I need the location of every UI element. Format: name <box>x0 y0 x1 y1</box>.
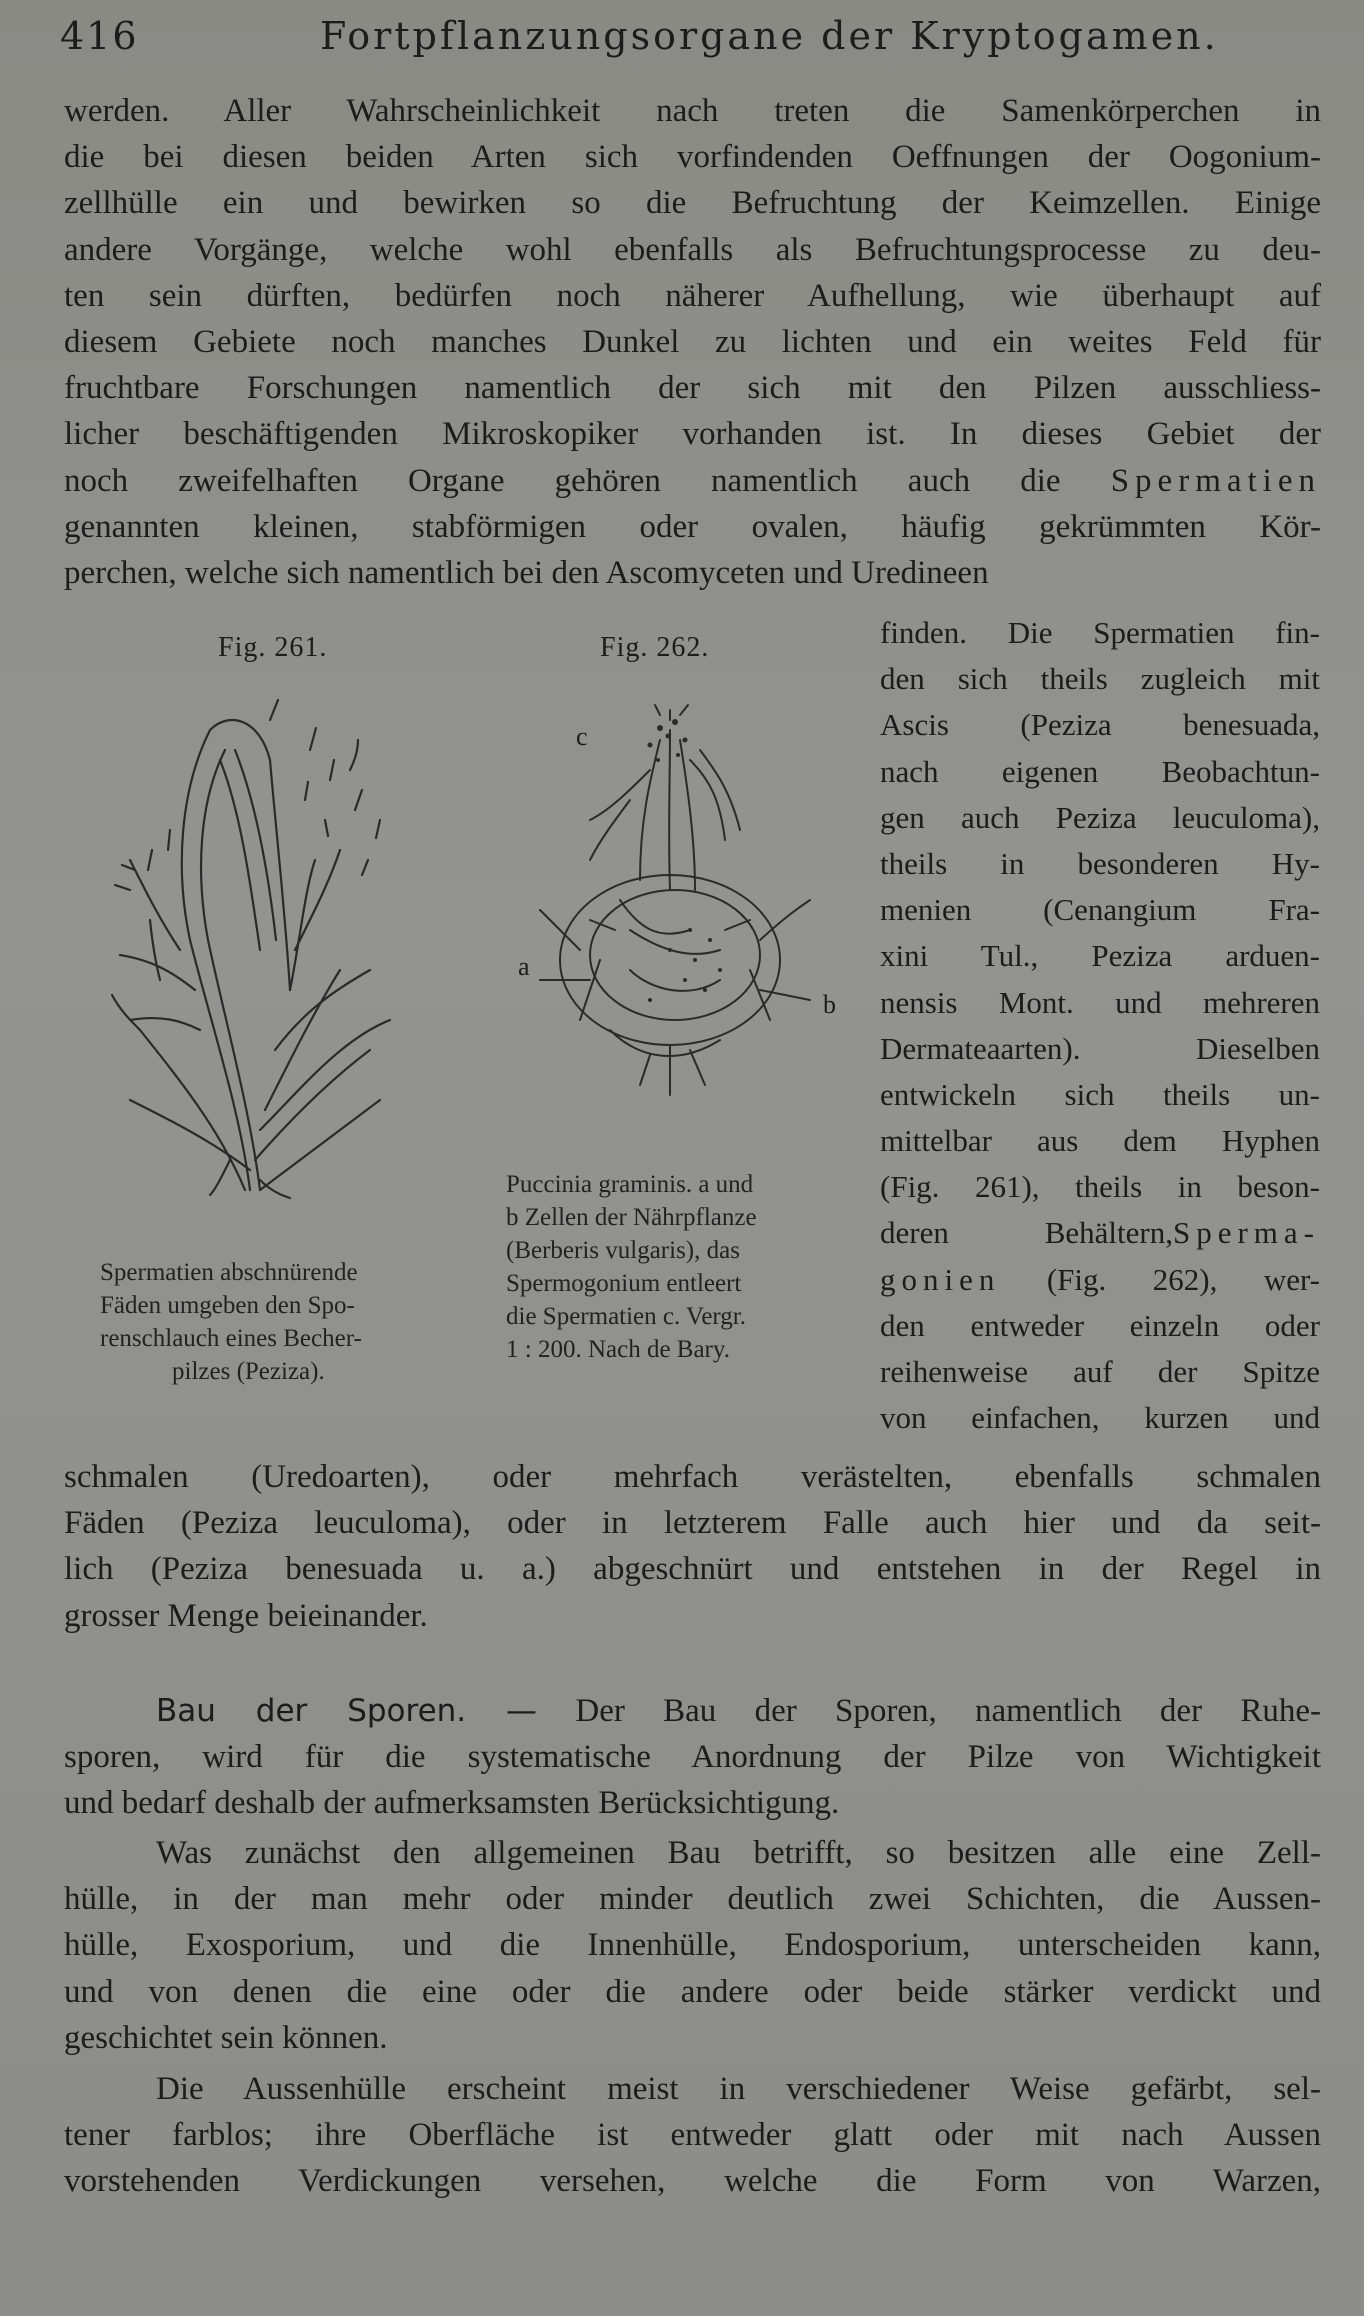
text-line: reihenweise auf der Spitze <box>880 1354 1320 1389</box>
page-number: 416 <box>60 14 139 58</box>
text-line: sporen, wird für die systematische Anordnung der Pilze von Wichtigkeit <box>64 1739 1321 1776</box>
text-line <box>64 458 1321 504</box>
text-line: tener farblos; ihre Oberfläche ist entweder glatt oder mit nach Aussen <box>64 2117 1321 2154</box>
text-line: fruchtbare Forschungen namentlich der sich mit den Pilzen ausschliess- <box>64 370 1321 407</box>
text-line: Was zunächst den allgemeinen Bau betrifft, so besitzen alle eine Zell- <box>156 1835 1321 1871</box>
figure-262-caption <box>506 1168 846 1366</box>
text-line: genannten kleinen, stabförmigen oder ovalen, häufig gekrümmten Kör- <box>64 508 1321 545</box>
text-line: perchen, welche sich namentlich bei den Ascomyceten und Uredineen <box>64 554 989 591</box>
text-line: von einfachen, kurzen und <box>880 1400 1320 1436</box>
text-line: Die Aussenhülle erscheint meist in verschiedener Weise gefärbt, sel- <box>156 2071 1321 2107</box>
caption-line: die Spermatien c. Vergr. <box>506 1303 746 1330</box>
text-line: Dermateaarten). Dieselben <box>880 1030 1320 1066</box>
text-line: grosser Menge beieinander. <box>64 1597 428 1634</box>
emphasis-spermagonien-1: Sperma- <box>1172 1215 1320 1251</box>
text-line: den sich theils zugleich mit <box>880 661 1320 697</box>
text-line: Ascis (Peziza benesuada, <box>880 707 1320 743</box>
text-line: werden. Aller Wahrscheinlichkeit nach treten die Samenkörperchen in <box>64 93 1321 129</box>
figure-261-caption <box>100 1256 480 1388</box>
paragraph-top <box>64 88 1321 596</box>
text-line: nensis Mont. und mehreren <box>880 984 1320 1020</box>
text-line: theils in besonderen Hy- <box>880 845 1320 881</box>
text-line: den entweder einzeln oder <box>880 1307 1320 1343</box>
text-line: hülle, in der man mehr oder minder deutlich zwei Schichten, die Aussen- <box>64 1881 1321 1918</box>
caption-line: pilzes (Peziza). <box>172 1358 325 1385</box>
emphasis-spermagonien-2: gonien <box>880 1261 1001 1297</box>
text-line <box>880 1257 1320 1303</box>
text-line: xini Tul., Peziza arduen- <box>880 938 1320 974</box>
caption-line: renschlauch eines Becher- <box>100 1325 362 1352</box>
text-line: und von denen die eine oder die andere oder beide stärker verdickt und <box>64 1973 1321 2010</box>
text-line: entwickeln sich theils un- <box>880 1076 1320 1112</box>
text-line: menien (Cenangium Fra- <box>880 892 1320 928</box>
figure-261-label: Fig. 261. <box>218 632 328 663</box>
text-line: hülle, Exosporium, und die Innenhülle, Endosporium, unterscheiden kann, <box>64 1927 1321 1964</box>
figure-262-label: Fig. 262. <box>600 632 710 663</box>
caption-line: Puccinia graminis. a und <box>506 1171 754 1198</box>
text-line <box>64 1688 1321 1734</box>
text-fragment: noch zweifelhaften Organe gehören namentlich auch die <box>64 462 1061 499</box>
text-fragment: Der Bau der Sporen, namentlich der Ruhe- <box>575 1693 1321 1729</box>
caption-line: Fäden umgeben den Spo- <box>100 1292 355 1319</box>
text-line: nach eigenen Beobachtun- <box>880 753 1320 789</box>
text-line: mittelbar aus dem Hyphen <box>880 1123 1320 1159</box>
text-line: schmalen (Uredoarten), oder mehrfach verästelten, ebenfalls schmalen <box>64 1459 1321 1495</box>
page-header <box>60 14 1310 64</box>
text-line: andere Vorgänge, welche wohl ebenfalls als Befruchtungsprocesse zu deu- <box>64 231 1321 268</box>
text-fragment: (Fig. 262), wer- <box>1046 1261 1320 1297</box>
section-heading: Bau der Sporen. — <box>156 1693 538 1729</box>
paragraph-allgemeiner-bau <box>64 1830 1321 2061</box>
caption-line: Spermatien abschnürende <box>100 1259 358 1286</box>
paragraph-right-column <box>880 610 1320 1441</box>
figure-262-label-b: b <box>823 990 837 1019</box>
text-line: licher beschäftigenden Mikroskopiker vorhanden ist. In dieses Gebiet der <box>64 416 1321 453</box>
text-line: (Fig. 261), theils in beson- <box>880 1169 1320 1205</box>
paragraph-bau-der-sporen <box>64 1688 1321 1827</box>
text-line: zellhülle ein und bewirken so die Befruchtung der Keimzellen. Einige <box>64 185 1321 222</box>
text-line: gen auch Peziza leuculoma), <box>880 799 1320 835</box>
caption-line: b Zellen der Nährpflanze <box>506 1204 757 1231</box>
caption-line: (Berberis vulgaris), das <box>506 1237 740 1264</box>
text-line: geschichtet sein können. <box>64 2019 388 2056</box>
caption-line: Spermogonium entleert <box>506 1270 742 1297</box>
text-line: diesem Gebiete noch manches Dunkel zu lichten und ein weites Feld für <box>64 323 1321 360</box>
text-line: Fäden (Peziza leuculoma), oder in letzterem Falle auch hier und da seit- <box>64 1505 1321 1542</box>
paragraph-aussenhuelle <box>64 2066 1321 2205</box>
figure-262-label-c: c <box>576 722 589 751</box>
figure-262-label-a: a <box>518 952 531 981</box>
text-line: und bedarf deshalb der aufmerksamsten Berücksichtigung. <box>64 1785 840 1822</box>
text-line: vorstehenden Verdickungen versehen, welche die Form von Warzen, <box>64 2163 1321 2200</box>
caption-line: 1 : 200. Nach de Bary. <box>506 1336 731 1363</box>
text-fragment: deren Behältern, <box>880 1215 1173 1251</box>
text-line: ten sein dürften, bedürfen noch näherer Aufhellung, wie überhaupt auf <box>64 277 1321 314</box>
running-title: Fortpflanzungsorgane der Kryptogamen. <box>320 14 1219 58</box>
figure-261-illustration <box>100 690 400 1210</box>
text-line: lich (Peziza benesuada u. a.) abgeschnürt und entstehen in der Regel in <box>64 1551 1321 1588</box>
text-line <box>880 1210 1320 1256</box>
text-line: finden. Die Spermatien fin- <box>880 615 1320 650</box>
emphasis-spermatien: Spermatien <box>1110 462 1321 499</box>
figure-262-illustration <box>520 700 820 1100</box>
paragraph-continue <box>64 1454 1321 1639</box>
text-line: die bei diesen beiden Arten sich vorfindenden Oeffnungen der Oogonium- <box>64 139 1321 176</box>
